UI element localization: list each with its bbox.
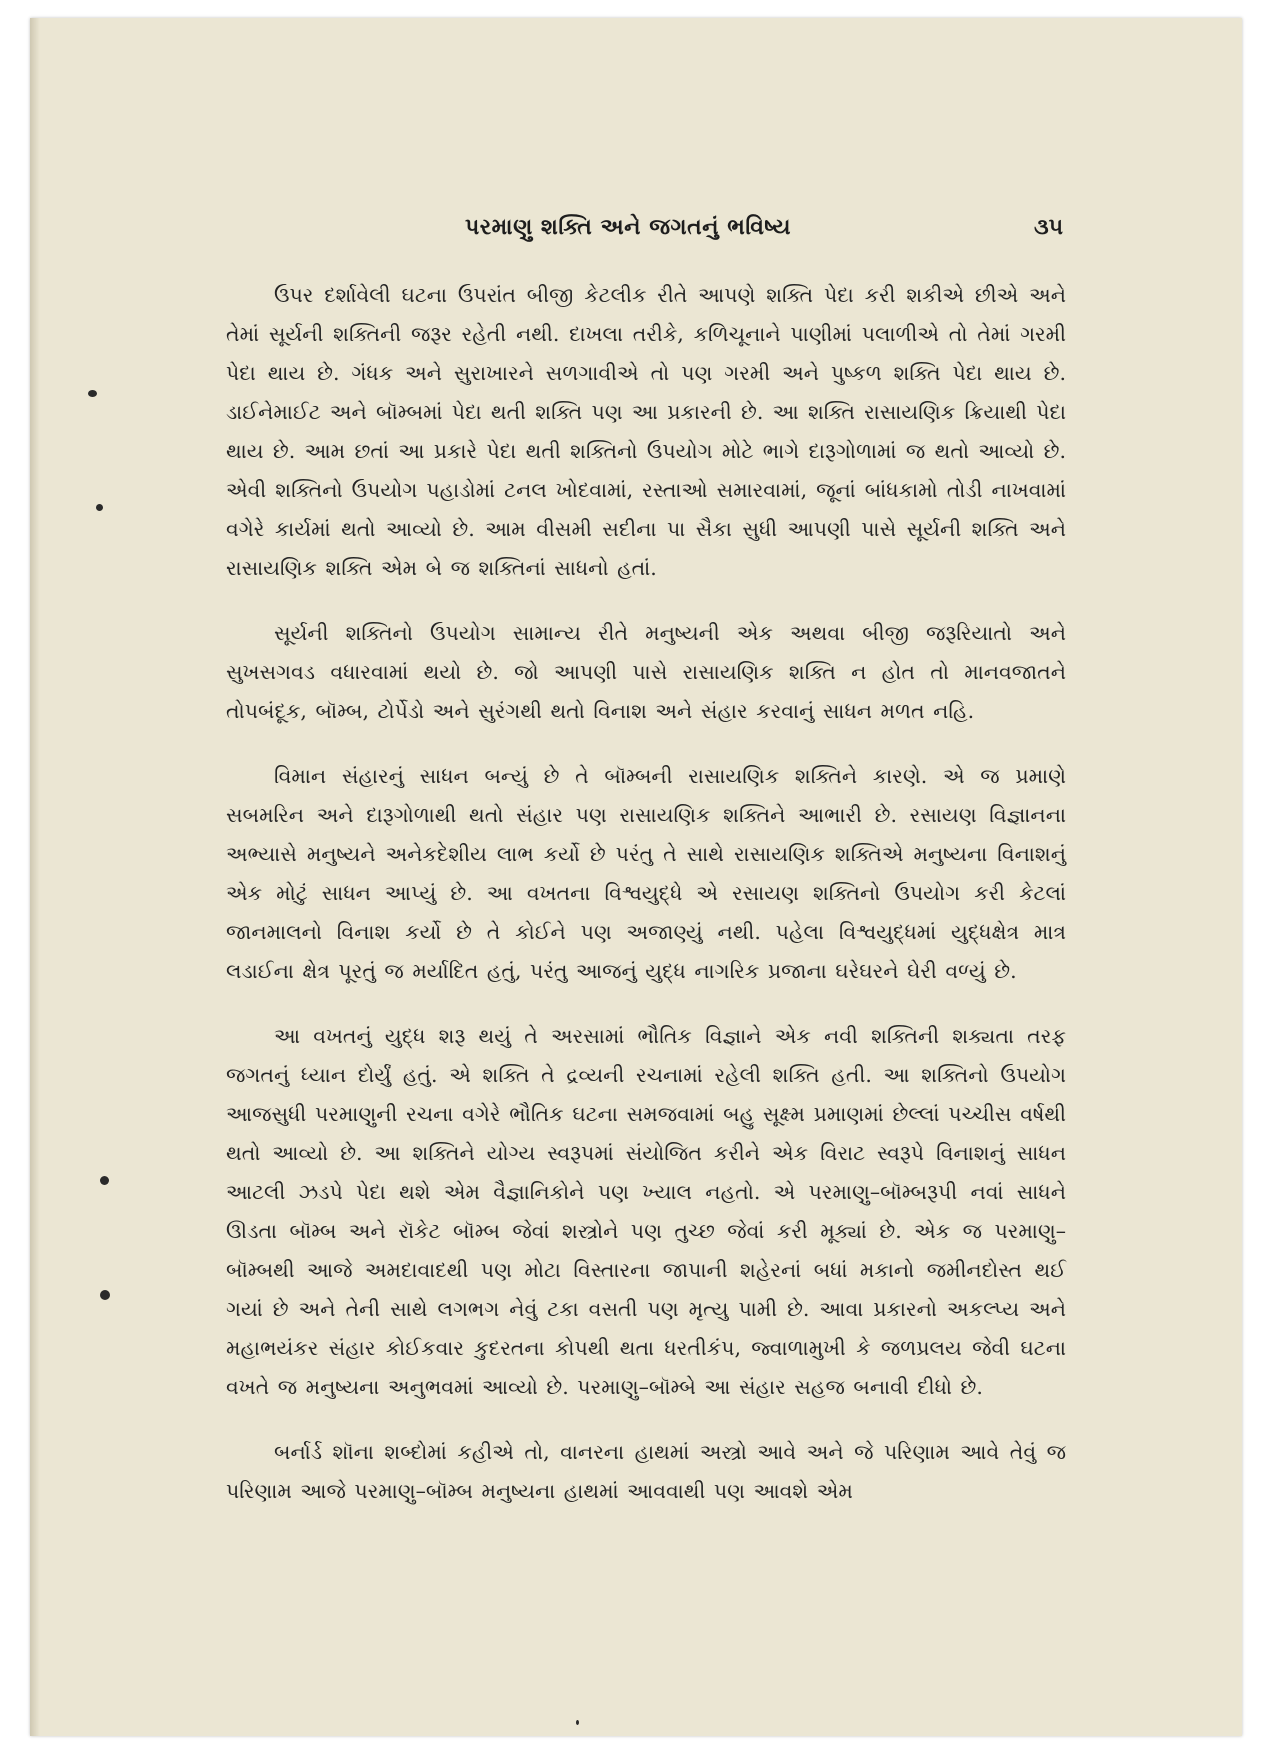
margin-speck [100,1290,110,1300]
paragraph-1: ઉપર દર્શાવેલી ઘટના ઉપરાંત બીજી કેટલીક રીતે આપણે શક્તિ પેદા કરી શકીએ છીએ અને તેમાં સૂર્યની શક્તિની જરૂર રહેતી નથી. દાખલા તરીકે, કળિચૂનાને પાણીમાં પલાળીએ તો તેમાં ગરમી પેદા થાય છે. ગંધક અને સુરાખારને સળગાવીએ તો પણ ગરમી અને પુષ્કળ શક્તિ પેદા થાય છે. ડાઈનેમાઈટ અને બૉમ્બમાં પેદા થતી શક્તિ પણ આ પ્રકારની છે. આ શક્તિ રાસાયણિક ક્રિયાથી પેદા થાય છે. આમ છતાં આ પ્રકારે પેદા થતી શક્તિનો ઉપયોગ મોટે ભાગે દારૂગોળામાં જ થતો આવ્યો છે. એવી શક્તિનો ઉપયોગ પહાડોમાં ટનલ ખોદવામાં, રસ્તાઓ સમારવામાં, જૂનાં બાંધકામો તોડી નાખવામાં વગેરે કાર્યમાં થતો આવ્યો છે. આમ વીસમી સદીના પા સૈકા સુધી આપણી પાસે સૂર્યની શક્તિ અને રાસાયણિક શક્તિ એમ બે જ શક્તિનાં સાધનો હતાં. [226,283,1066,580]
margin-speck [100,1176,109,1185]
page-number: ૩૫ [1034,214,1064,240]
page-header [30,214,1242,254]
page-sheet [30,18,1242,1736]
paragraph-5: બર્નાર્ડ શૉના શબ્દોમાં કહીએ તો, વાનરના હાથમાં અસ્ત્રો આવે અને જે પરિણામ આવે તેવું જ પરિણામ આજે પરમાણુ–બૉમ્બ મનુષ્યના હાથમાં આવવાથી પણ આવશે એમ [226,1440,1066,1503]
running-title: પરમાણુ શક્તિ અને જગતનું ભવિષ્ય [465,214,791,240]
body-text [226,276,1066,1537]
paragraph-2: સૂર્યની શક્તિનો ઉપયોગ સામાન્ય રીતે મનુષ્યની એક અથવા બીજી જરૂરિયાતો અને સુખસગવડ વધારવામાં થયો છે. જો આપણી પાસે રાસાયણિક શક્તિ ન હોત તો માનવજાતને તોપબંદૂક, બૉમ્બ, ટોર્પેડો અને સુરંગથી થતો વિનાશ અને સંહાર કરવાનું સાધન મળત નહિ. [226,621,1066,723]
paragraph-3: વિમાન સંહારનું સાધન બન્યું છે તે બૉમ્બની રાસાયણિક શક્તિને કારણે. એ જ પ્રમાણે સબમરિન અને દારૂગોળાથી થતો સંહાર પણ રાસાયણિક શક્તિને આભારી છે. રસાયણ વિજ્ઞાનના અભ્યાસે મનુષ્યને અનેકદેશીય લાભ કર્યો છે પરંતુ તે સાથે રાસાયણિક શક્તિએ મનુષ્યના વિનાશનું એક મોટું સાધન આપ્યું છે. આ વખતના વિશ્વયુદ્ધે એ રસાયણ શક્તિનો ઉપયોગ કરી કેટલાં જાનમાલનો વિનાશ કર્યો છે તે કોઈને પણ અજાણ્યું નથી. પહેલા વિશ્વયુદ્ધમાં યુદ્ધક્ષેત્ર માત્ર લડાઈના ક્ષેત્ર પૂરતું જ મર્યાદિત હતું, પરંતુ આજનું યુદ્ધ નાગરિક પ્રજાના ઘરેઘરને ઘેરી વળ્યું છે. [226,764,1066,983]
page-edge-shadow [30,18,40,1736]
margin-speck [88,390,97,397]
margin-speck [96,504,103,511]
paragraph-4: આ વખતનું યુદ્ધ શરૂ થયું તે અરસામાં ભૌતિક વિજ્ઞાને એક નવી શક્તિની શક્યતા તરફ જગતનું ધ્યાન દોર્યું હતું. એ શક્તિ તે દ્રવ્યની રચનામાં રહેલી શક્તિ હતી. આ શક્તિનો ઉપયોગ આજસુધી પરમાણુની રચના વગેરે ભૌતિક ઘટના સમજવામાં બહુ સૂક્ષ્મ પ્રમાણમાં છેલ્લાં પચ્ચીસ વર્ષથી થતો આવ્યો છે. આ શક્તિને યોગ્ય સ્વરૂપમાં સંયોજિત કરીને એક વિરાટ સ્વરૂપે વિનાશનું સાધન આટલી ઝડપે પેદા થશે એમ વૈજ્ઞાનિકોને પણ ખ્યાલ નહતો. એ પરમાણુ–બૉમ્બરૂપી નવાં સાધને ઊડતા બૉમ્બ અને રૉકેટ બૉમ્બ જેવાં શસ્ત્રોને પણ તુચ્છ જેવાં કરી મૂક્યાં છે. એક જ પરમાણુ–બૉમ્બથી આજે અમદાવાદથી પણ મોટા વિસ્તારના જાપાની શહેરનાં બધાં મકાનો જમીનદોસ્ત થઈ ગયાં છે અને તેની સાથે લગભગ નેવું ટકા વસતી પણ મૃત્યુ પામી છે. આવા પ્રકારનો અકલ્પ્ય અને મહાભયંકર સંહાર કોઈકવાર કુદરતના કોપથી થતા ધરતીકંપ, જ્વાળામુખી કે જળપ્રલય જેવી ઘટના વખતે જ મનુષ્યના અનુભવમાં આવ્યો છે. પરમાણુ–બૉમ્બે આ સંહાર સહજ બનાવી દીધો છે. [226,1024,1066,1399]
margin-speck [576,1720,579,1725]
